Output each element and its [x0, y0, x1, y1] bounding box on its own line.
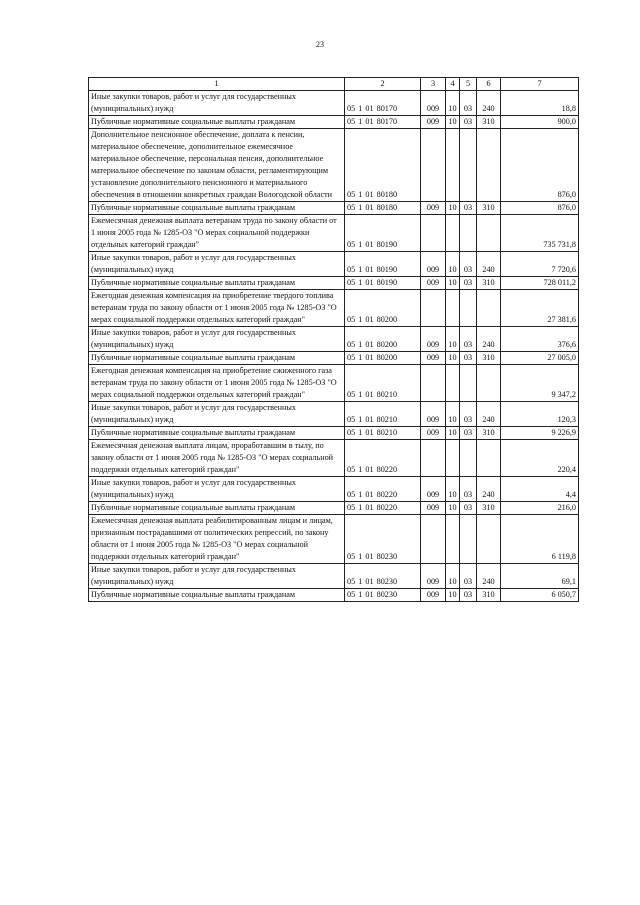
table-row [89, 440, 579, 477]
row-code-cell: 05 1 01 80230 [345, 515, 421, 564]
row-c3-cell: 009 [421, 327, 446, 352]
row-c4-cell: 10 [446, 202, 460, 215]
table-row [89, 477, 579, 502]
table-row [89, 129, 579, 202]
row-c6-cell: 310 [477, 427, 501, 440]
row-code-cell: 05 1 01 80180 [345, 129, 421, 202]
row-amount-cell: 4,4 [501, 477, 579, 502]
table-row [89, 215, 579, 252]
row-name-cell: Иные закупки товаров, работ и услуг для государственных (муниципальных) нужд [89, 252, 345, 277]
row-amount-cell: 728 011,2 [501, 277, 579, 290]
row-code-cell: 05 1 01 80220 [345, 477, 421, 502]
table-row [89, 365, 579, 402]
row-c4-cell: 10 [446, 564, 460, 589]
row-name-cell: Иные закупки товаров, работ и услуг для государственных (муниципальных) нужд [89, 477, 345, 502]
row-c5-cell: 03 [460, 327, 477, 352]
row-name-cell: Дополнительное пенсионное обеспечение, доплата к пенсии, материальное обеспечение, дополнительное ежемесячное материальное обеспечение, персональная пенсия, дополнительное материальное обеспечение по законам области, регламентирующим установление дополнительного пенсионного и материального обеспечения в отношении конкретных граждан Вологодской области [89, 129, 345, 202]
row-amount-cell: 120,3 [501, 402, 579, 427]
row-code-cell: 05 1 01 80230 [345, 564, 421, 589]
row-c3-cell [421, 129, 446, 202]
table-body [89, 91, 579, 602]
table-row [89, 352, 579, 365]
row-c6-cell: 310 [477, 202, 501, 215]
row-c5-cell: 03 [460, 564, 477, 589]
row-c6-cell: 240 [477, 327, 501, 352]
row-c5-cell [460, 515, 477, 564]
table-row [89, 277, 579, 290]
row-c4-cell: 10 [446, 589, 460, 602]
row-c3-cell: 009 [421, 252, 446, 277]
row-name-cell: Ежемесячная денежная выплата ветеранам труда по закону области от 1 июня 2005 года № 1285-ОЗ "О мерах социальной поддержки отдельных категорий граждан" [89, 215, 345, 252]
row-name-cell: Публичные нормативные социальные выплаты гражданам [89, 502, 345, 515]
row-amount-cell: 27 005,0 [501, 352, 579, 365]
column-header: 2 [345, 78, 421, 91]
row-c3-cell: 009 [421, 91, 446, 116]
row-c6-cell [477, 215, 501, 252]
row-c6-cell [477, 290, 501, 327]
row-c4-cell: 10 [446, 352, 460, 365]
row-name-cell: Ежемесячная денежная выплата лицам, проработавшим в тылу, по закону области от 1 июня 2005 года № 1285-ОЗ "О мерах социальной поддержки отдельных категорий граждан" [89, 440, 345, 477]
row-c5-cell: 03 [460, 116, 477, 129]
row-c3-cell: 009 [421, 352, 446, 365]
row-amount-cell: 376,6 [501, 327, 579, 352]
row-amount-cell: 876,0 [501, 129, 579, 202]
row-c6-cell: 310 [477, 277, 501, 290]
row-c4-cell: 10 [446, 477, 460, 502]
row-c4-cell: 10 [446, 402, 460, 427]
row-c3-cell [421, 440, 446, 477]
row-code-cell: 05 1 01 80190 [345, 277, 421, 290]
row-code-cell: 05 1 01 80200 [345, 290, 421, 327]
row-c5-cell: 03 [460, 277, 477, 290]
row-name-cell: Иные закупки товаров, работ и услуг для государственных (муниципальных) нужд [89, 402, 345, 427]
row-code-cell: 05 1 01 80210 [345, 427, 421, 440]
row-c4-cell [446, 215, 460, 252]
table-row [89, 116, 579, 129]
row-c6-cell: 240 [477, 91, 501, 116]
table-row [89, 515, 579, 564]
budget-table [88, 77, 579, 602]
row-name-cell: Ежегодная денежная компенсация на приобретение сжиженного газа ветеранам труда по закону области от 1 июня 2005 года № 1285-ОЗ "О мерах социальной поддержки отдельных категорий граждан" [89, 365, 345, 402]
row-c6-cell: 310 [477, 502, 501, 515]
row-name-cell: Ежегодная денежная компенсация на приобретение твердого топлива ветеранам труда по закону области от 1 июня 2005 года № 1285-ОЗ "О мерах социальной поддержки отдельных категорий граждан" [89, 290, 345, 327]
row-c3-cell: 009 [421, 402, 446, 427]
row-code-cell: 05 1 01 80210 [345, 402, 421, 427]
row-name-cell: Публичные нормативные социальные выплаты гражданам [89, 277, 345, 290]
row-c3-cell: 009 [421, 427, 446, 440]
row-c3-cell: 009 [421, 589, 446, 602]
row-c6-cell: 240 [477, 477, 501, 502]
table-row [89, 252, 579, 277]
row-c5-cell [460, 440, 477, 477]
row-code-cell: 05 1 01 80190 [345, 215, 421, 252]
row-amount-cell: 18,8 [501, 91, 579, 116]
row-name-cell: Публичные нормативные социальные выплаты гражданам [89, 589, 345, 602]
row-c3-cell: 009 [421, 202, 446, 215]
table-row [89, 427, 579, 440]
row-c3-cell [421, 365, 446, 402]
table-row [89, 589, 579, 602]
row-name-cell: Публичные нормативные социальные выплаты гражданам [89, 202, 345, 215]
row-amount-cell: 216,0 [501, 502, 579, 515]
row-code-cell: 05 1 01 80170 [345, 91, 421, 116]
row-code-cell: 05 1 01 80220 [345, 502, 421, 515]
row-c4-cell: 10 [446, 91, 460, 116]
row-c4-cell: 10 [446, 502, 460, 515]
row-name-cell: Иные закупки товаров, работ и услуг для государственных (муниципальных) нужд [89, 91, 345, 116]
row-c4-cell: 10 [446, 277, 460, 290]
page-number: 23 [316, 40, 324, 49]
row-code-cell: 05 1 01 80220 [345, 440, 421, 477]
column-header: 3 [421, 78, 446, 91]
row-c3-cell: 009 [421, 477, 446, 502]
row-c5-cell: 03 [460, 502, 477, 515]
row-amount-cell: 69,1 [501, 564, 579, 589]
row-c3-cell: 009 [421, 116, 446, 129]
row-amount-cell: 220,4 [501, 440, 579, 477]
table-row [89, 402, 579, 427]
table-row [89, 202, 579, 215]
row-c4-cell [446, 365, 460, 402]
row-name-cell: Публичные нормативные социальные выплаты гражданам [89, 352, 345, 365]
row-amount-cell: 735 731,8 [501, 215, 579, 252]
row-c5-cell [460, 365, 477, 402]
row-c5-cell: 03 [460, 252, 477, 277]
row-c4-cell [446, 290, 460, 327]
row-name-cell: Ежемесячная денежная выплата реабилитированным лицам и лицам, признанным пострадавшими от политических репрессий, по закону области от 1 июня 2005 года № 1285-ОЗ "О мерах социальной поддержки отдельных категорий граждан" [89, 515, 345, 564]
table-row [89, 91, 579, 116]
row-amount-cell: 900,0 [501, 116, 579, 129]
table-row [89, 290, 579, 327]
row-code-cell: 05 1 01 80180 [345, 202, 421, 215]
row-c6-cell [477, 129, 501, 202]
row-code-cell: 05 1 01 80200 [345, 352, 421, 365]
row-amount-cell: 876,0 [501, 202, 579, 215]
row-c5-cell: 03 [460, 427, 477, 440]
row-c3-cell [421, 215, 446, 252]
row-amount-cell: 6 119,8 [501, 515, 579, 564]
row-amount-cell: 9 226,9 [501, 427, 579, 440]
row-code-cell: 05 1 01 80230 [345, 589, 421, 602]
row-c6-cell [477, 365, 501, 402]
row-name-cell: Публичные нормативные социальные выплаты гражданам [89, 427, 345, 440]
row-c6-cell: 310 [477, 116, 501, 129]
row-c5-cell: 03 [460, 477, 477, 502]
table-row [89, 564, 579, 589]
row-name-cell: Иные закупки товаров, работ и услуг для государственных (муниципальных) нужд [89, 327, 345, 352]
column-header: 1 [89, 78, 345, 91]
row-code-cell: 05 1 01 80200 [345, 327, 421, 352]
row-c5-cell: 03 [460, 589, 477, 602]
row-name-cell: Публичные нормативные социальные выплаты гражданам [89, 116, 345, 129]
row-c5-cell: 03 [460, 91, 477, 116]
row-c5-cell: 03 [460, 202, 477, 215]
table-row [89, 502, 579, 515]
row-c3-cell [421, 290, 446, 327]
column-header: 5 [460, 78, 477, 91]
row-c6-cell: 240 [477, 564, 501, 589]
row-amount-cell: 27 381,6 [501, 290, 579, 327]
row-c6-cell [477, 440, 501, 477]
row-code-cell: 05 1 01 80170 [345, 116, 421, 129]
row-c5-cell [460, 215, 477, 252]
column-header: 6 [477, 78, 501, 91]
row-code-cell: 05 1 01 80190 [345, 252, 421, 277]
row-c4-cell [446, 515, 460, 564]
row-c4-cell [446, 129, 460, 202]
row-c4-cell: 10 [446, 252, 460, 277]
row-code-cell: 05 1 01 80210 [345, 365, 421, 402]
row-c6-cell [477, 515, 501, 564]
row-c5-cell [460, 129, 477, 202]
row-name-cell: Иные закупки товаров, работ и услуг для государственных (муниципальных) нужд [89, 564, 345, 589]
row-c5-cell: 03 [460, 352, 477, 365]
row-c6-cell: 310 [477, 589, 501, 602]
row-c3-cell: 009 [421, 502, 446, 515]
column-header: 4 [446, 78, 460, 91]
row-c3-cell: 009 [421, 564, 446, 589]
row-amount-cell: 6 050,7 [501, 589, 579, 602]
row-c4-cell [446, 440, 460, 477]
row-c5-cell [460, 290, 477, 327]
row-c4-cell: 10 [446, 427, 460, 440]
row-amount-cell: 9 347,2 [501, 365, 579, 402]
table-row [89, 327, 579, 352]
row-c6-cell: 310 [477, 352, 501, 365]
row-c5-cell: 03 [460, 402, 477, 427]
row-amount-cell: 7 720,6 [501, 252, 579, 277]
row-c4-cell: 10 [446, 327, 460, 352]
row-c3-cell [421, 515, 446, 564]
column-header: 7 [501, 78, 579, 91]
row-c4-cell: 10 [446, 116, 460, 129]
row-c3-cell: 009 [421, 277, 446, 290]
table-header-row [89, 78, 579, 91]
row-c6-cell: 240 [477, 402, 501, 427]
row-c6-cell: 240 [477, 252, 501, 277]
